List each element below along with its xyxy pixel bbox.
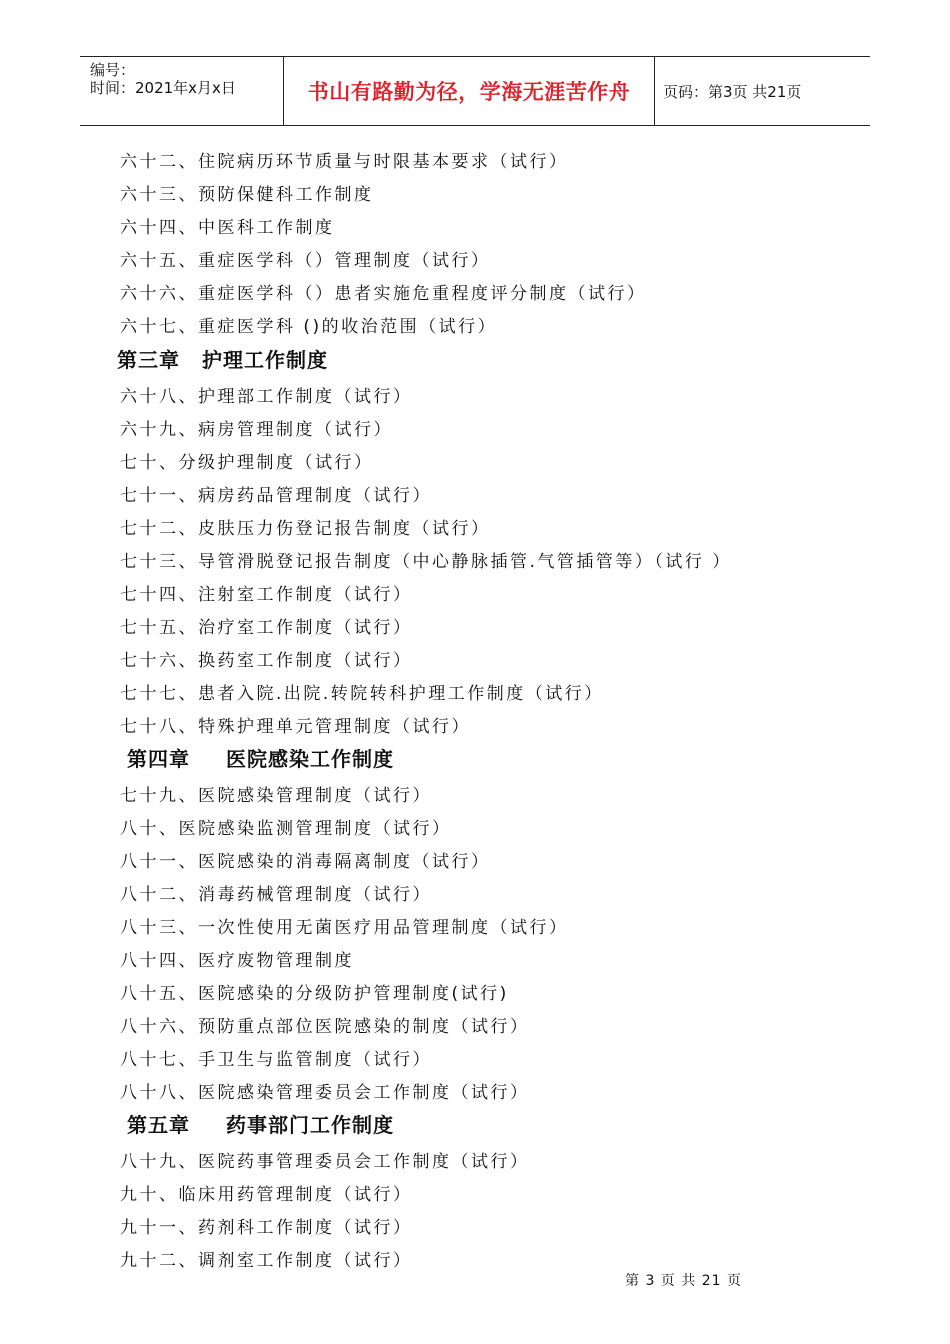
list-item: 八十四、医疗废物管理制度: [120, 951, 354, 971]
list-item: 七十四、注射室工作制度（试行）: [120, 585, 413, 605]
list-item: 八十二、消毒药械管理制度（试行）: [120, 885, 432, 905]
list-item: 六十四、中医科工作制度: [120, 218, 335, 238]
list-item: 六十八、护理部工作制度（试行）: [120, 387, 413, 407]
list-item: 八十七、手卫生与监管制度（试行）: [120, 1050, 432, 1070]
chapter-heading: [127, 743, 394, 772]
list-item: 八十八、医院感染管理委员会工作制度（试行）: [120, 1083, 530, 1103]
list-item: 六十九、病房管理制度（试行）: [120, 420, 393, 440]
chapter-number: 第四章: [127, 747, 190, 771]
list-item: 七十八、特殊护理单元管理制度（试行）: [120, 717, 471, 737]
list-item: 六十五、重症医学科（）管理制度（试行）: [120, 251, 491, 271]
list-item: 七十、分级护理制度（试行）: [120, 453, 374, 473]
list-item: 八十、医院感染监测管理制度（试行）: [120, 819, 452, 839]
chapter-heading: [117, 344, 328, 373]
list-item: 八十九、医院药事管理委员会工作制度（试行）: [120, 1152, 530, 1172]
list-item: 八十三、一次性使用无菌医疗用品管理制度（试行）: [120, 918, 569, 938]
list-item: 七十二、皮肤压力伤登记报告制度（试行）: [120, 519, 491, 539]
document-number-label: 编号：: [90, 61, 136, 79]
list-item: 九十一、药剂科工作制度（试行）: [120, 1218, 413, 1238]
list-item: 八十五、医院感染的分级防护管理制度(试行): [120, 984, 509, 1004]
list-item: 八十一、医院感染的消毒隔离制度（试行）: [120, 852, 491, 872]
header-meta-cell: [80, 57, 284, 125]
list-item: 七十七、患者入院.出院.转院转科护理工作制度（试行）: [120, 684, 604, 704]
list-item: 七十六、换药室工作制度（试行）: [120, 651, 413, 671]
list-item: 九十、临床用药管理制度（试行）: [120, 1185, 413, 1205]
list-item: 七十一、病房药品管理制度（试行）: [120, 486, 432, 506]
page-header: [80, 56, 870, 126]
header-motto: 书山有路勤为径，学海无涯苦作舟: [284, 57, 655, 125]
list-item: 六十七、重症医学科 ()的收治范围（试行）: [120, 317, 498, 337]
list-item: 六十三、预防保健科工作制度: [120, 185, 374, 205]
chapter-title: 护理工作制度: [202, 348, 328, 372]
chapter-number: 第五章: [127, 1113, 190, 1137]
document-time-label: 时间：2021年x月x日: [90, 79, 236, 97]
header-page-info: 页码：第3页 共21页: [663, 82, 802, 101]
list-item: 九十二、调剂室工作制度（试行）: [120, 1251, 413, 1271]
list-item: 八十六、预防重点部位医院感染的制度（试行）: [120, 1017, 530, 1037]
chapter-title: 药事部门工作制度: [226, 1113, 394, 1137]
list-item: 七十五、治疗室工作制度（试行）: [120, 618, 413, 638]
page-footer: 第 3 页 共 21 页: [625, 1273, 742, 1289]
chapter-number: 第三章: [117, 348, 180, 372]
list-item: 六十二、住院病历环节质量与时限基本要求（试行）: [120, 152, 569, 172]
chapter-heading: [127, 1109, 394, 1138]
chapter-title: 医院感染工作制度: [226, 747, 394, 771]
list-item: 六十六、重症医学科（）患者实施危重程度评分制度（试行）: [120, 284, 647, 304]
list-item: 七十三、导管滑脱登记报告制度（中心静脉插管.气管插管等）（试行 ）: [120, 552, 732, 572]
list-item: 七十九、医院感染管理制度（试行）: [120, 786, 432, 806]
